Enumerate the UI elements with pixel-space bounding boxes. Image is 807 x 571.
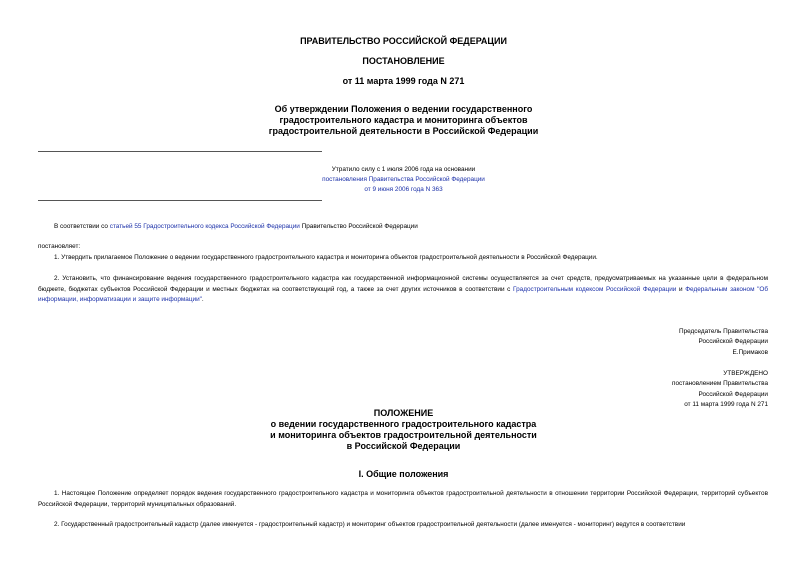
signature-position: Председатель Правительства	[679, 328, 768, 335]
regulation-title-line: ПОЛОЖЕНИЕ	[373, 408, 434, 418]
repeal-decree-link[interactable]: постановления Правительства Российской Федерации	[322, 176, 485, 183]
approval-word: УТВЕРЖДЕНО	[723, 370, 768, 377]
government-name: ПРАВИТЕЛЬСТВО РОССИЙСКОЙ ФЕДЕРАЦИИ	[300, 36, 507, 46]
regulation-para-1: 1. Настоящее Положение определяет порядок ведения государственного градостроительного кадастра и мониторинга объектов градостроительной деятельности в отношении территории Российской Федерации, территорий субъектов Российской Федерации, территорий муниципальных образований.	[38, 490, 768, 508]
preamble	[38, 222, 768, 233]
document-title	[0, 104, 807, 137]
repeal-decree-date-link[interactable]: от 9 июня 2006 года N 363	[364, 186, 443, 193]
approval-country: Российской Федерации	[698, 390, 768, 398]
signature-block	[548, 327, 768, 358]
status-note	[0, 165, 807, 195]
signature-name: Е.Примаков	[732, 348, 768, 356]
information-law-link[interactable]: Федеральным законом "Об информации, информатизации и защите информации"	[38, 285, 768, 303]
document-type: ПОСТАНОВЛЕНИЕ	[362, 56, 445, 66]
document-title-line: градостроительной деятельности в Российской Федерации	[268, 126, 539, 136]
document-title-line: Об утверждении Положения о ведении государственного	[274, 104, 533, 114]
divider-bottom	[38, 200, 322, 201]
regulation-title-line: о ведении государственного градостроительного кадастра	[270, 419, 537, 429]
section-1-title: I. Общие положения	[358, 469, 449, 479]
approval-date: от 11 марта 1999 года N 271	[684, 400, 768, 408]
town-planning-code-article-link[interactable]: статьей 55 Градостроительного кодекса Российской Федерации	[109, 223, 300, 230]
signature-country: Российской Федерации	[698, 338, 768, 346]
decree-word: постановляет:	[38, 243, 81, 250]
decree-item-2-conjunction: и	[676, 285, 686, 293]
decree-item-1: 1. Утвердить прилагаемое Положение о ведении государственного градостроительного кадастра и мониторинга объектов градостроительной деятельности в Российской Федерации.	[54, 254, 598, 261]
decree-item-2-end: .	[201, 296, 204, 303]
regulation-title-line: и мониторинга объектов градостроительной деятельности	[270, 430, 537, 440]
decree-item-2-text: 2. Установить, что финансирование ведения государственного градостроительного кадастра как государственной информационной системы осуществляется за счет средств, предусматриваемых на указанные цели в федеральном бюджете, бюджетах субъектов Российской Федерации и местных бюджетах на соответствующий год, а также за счет других источников в соответствии с	[38, 275, 768, 293]
regulation-title-line: в Российской Федерации	[346, 441, 461, 451]
preamble-prefix: В соответствии со	[54, 223, 110, 230]
approval-block	[548, 369, 768, 410]
regulation-title	[0, 408, 807, 452]
status-note-text: Утратило силу с 1 июля 2006 года на основании	[331, 166, 476, 173]
divider-top	[38, 151, 322, 152]
town-planning-code-link[interactable]: Градостроительным кодексом Российской Федерации	[513, 285, 677, 293]
approval-by: постановлением Правительства	[672, 380, 768, 388]
document-date-number: от 11 марта 1999 года N 271	[342, 76, 465, 86]
document-title-line: градостроительного кадастра и мониторинга объектов	[279, 115, 528, 125]
decree-item-2	[38, 274, 768, 306]
preamble-suffix: Правительство Российской Федерации	[299, 223, 418, 230]
regulation-para-2: 2. Государственный градостроительный кадастр (далее именуется - градостроительный кадастр) и мониторинг объектов градостроительной деятельности (далее именуется - мониторинг) ведутся в соответствии	[54, 521, 686, 528]
